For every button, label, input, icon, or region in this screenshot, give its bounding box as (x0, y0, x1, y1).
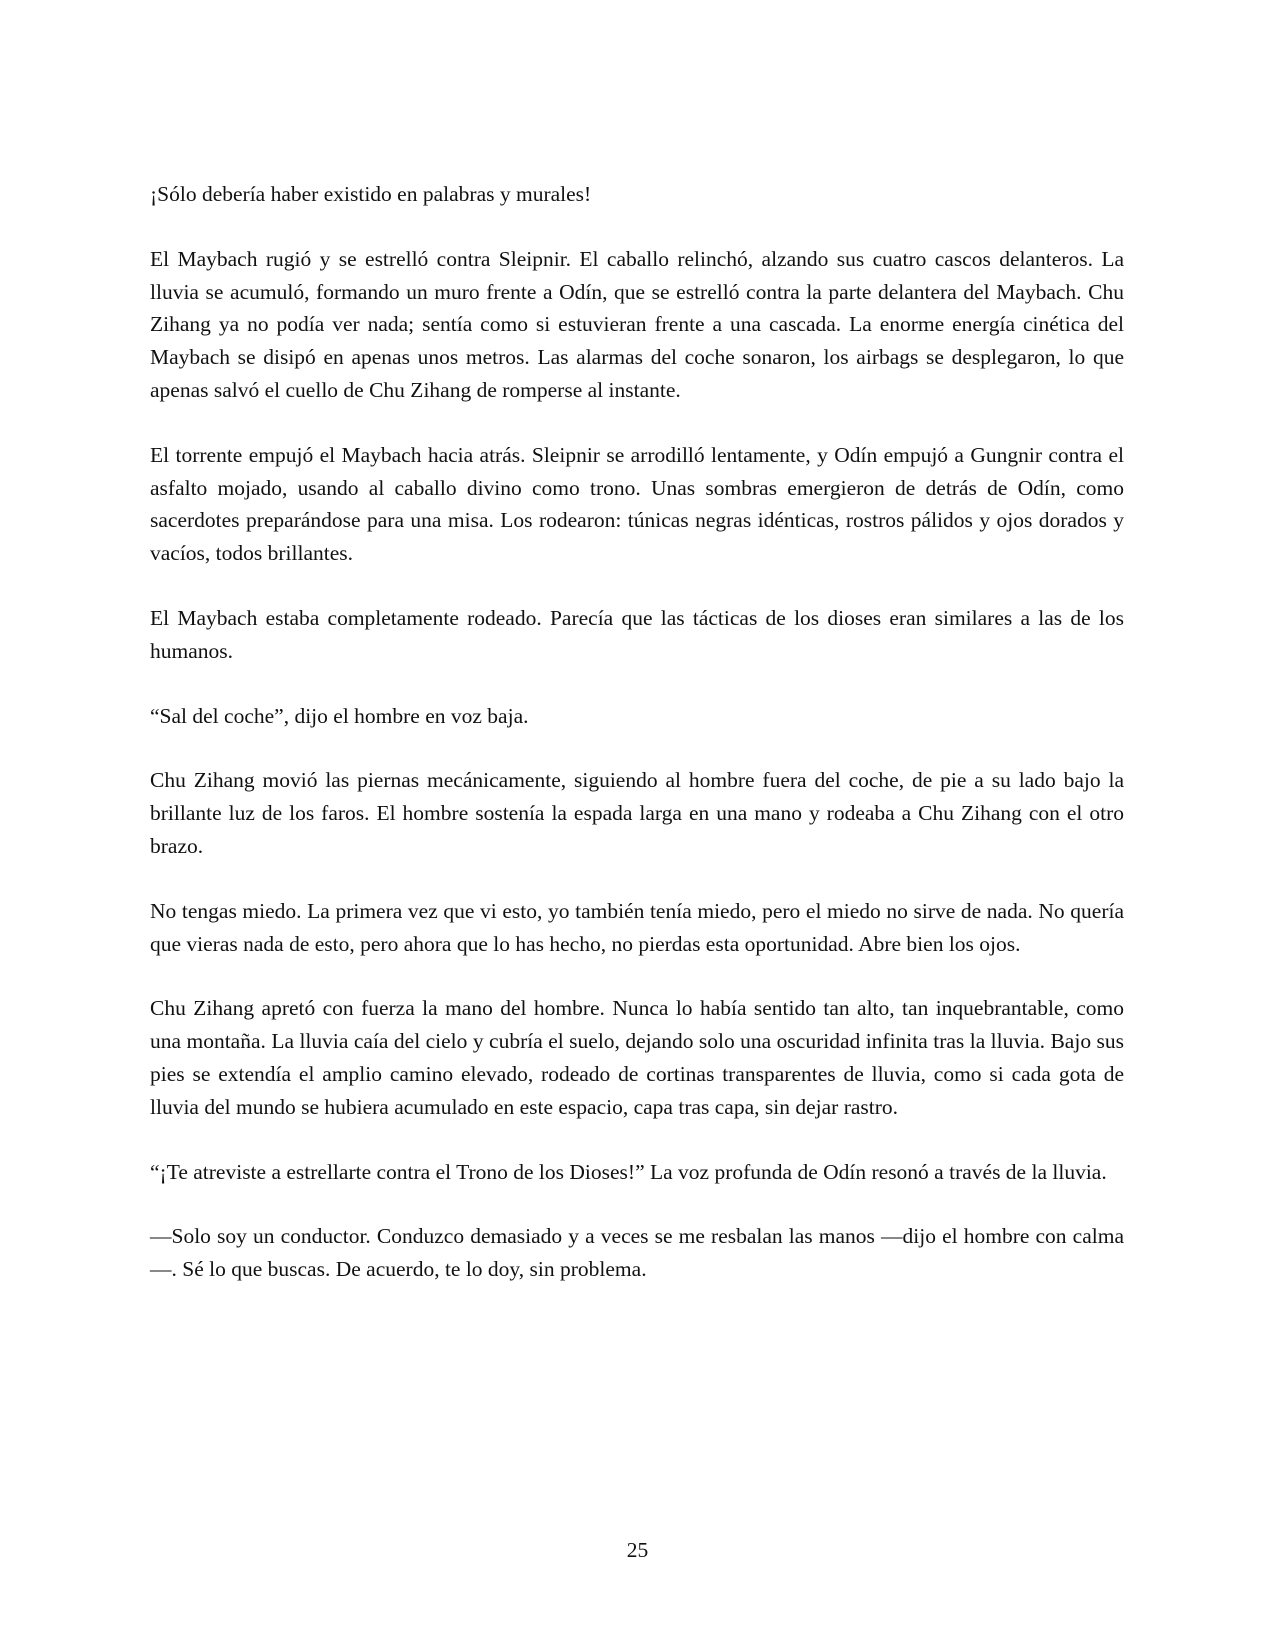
paragraph-1: ¡Sólo debería haber existido en palabras y murales! (150, 182, 592, 206)
paragraph-9: “¡Te atreviste a estrellarte contra el Trono de los Dioses!” La voz profunda de Odín resonó a través de la lluvia. (150, 1159, 1107, 1184)
paragraph-3: El torrente empujó el Maybach hacia atrás. Sleipnir se arrodilló lentamente, y Odín empujó a Gungnir contra el asfalto mojado, usando al caballo divino como trono. Unas sombras emergieron de detrás de Odín, como sacerdotes preparándose para una misa. Los rodearon: túnicas negras idénticas, rostros pálidos y ojos dorados y vacíos, todos brillantes. (150, 442, 1124, 566)
paragraph-10: —Solo soy un conductor. Conduzco demasiado y a veces se me resbalan las manos —dijo el hombre con calma—. Sé lo que buscas. De acuerdo, te lo doy, sin problema. (150, 1224, 1124, 1282)
paragraph-2: El Maybach rugió y se estrelló contra Sleipnir. El caballo relinchó, alzando sus cuatro cascos delanteros. La lluvia se acumuló, formando un muro frente a Odín, que se estrelló contra la parte delantera del Maybach. Chu Zihang ya no podía ver nada; sentía como si estuvieran frente a una cascada. La enorme energía cinética del Maybach se disipó en apenas unos metros. Las alarmas del coche sonaron, los airbags se desplegaron, lo que apenas salvó el cuello de Chu Zihang de romperse al instante. (150, 246, 1124, 402)
paragraph-5: “Sal del coche”, dijo el hombre en voz baja. (150, 703, 529, 728)
paragraph-6: Chu Zihang movió las piernas mecánicamente, siguiendo al hombre fuera del coche, de pie a su lado bajo la brillante luz de los faros. El hombre sostenía la espada larga en una mano y rodeaba a Chu Zihang con el otro brazo. (150, 768, 1124, 858)
paragraph-8: Chu Zihang apretó con fuerza la mano del hombre. Nunca lo había sentido tan alto, tan inquebrantable, como una montaña. La lluvia caía del cielo y cubría el suelo, dejando solo una oscuridad infinita tras la lluvia. Bajo sus pies se extendía el amplio camino elevado, rodeado de cortinas transparentes de lluvia, como si cada gota de lluvia del mundo se hubiera acumulado en este espacio, capa tras capa, sin dejar rastro. (150, 996, 1124, 1119)
page-number: 25 (626, 1538, 649, 1562)
paragraph-4: El Maybach estaba completamente rodeado. Parecía que las tácticas de los dioses eran similares a las de los humanos. (150, 605, 1124, 663)
paragraph-7: No tengas miedo. La primera vez que vi esto, yo también tenía miedo, pero el miedo no sirve de nada. No quería que vieras nada de esto, pero ahora que lo has hecho, no pierdas esta oportunidad. Abre bien los ojos. (150, 898, 1124, 956)
page-body (150, 178, 1124, 1318)
